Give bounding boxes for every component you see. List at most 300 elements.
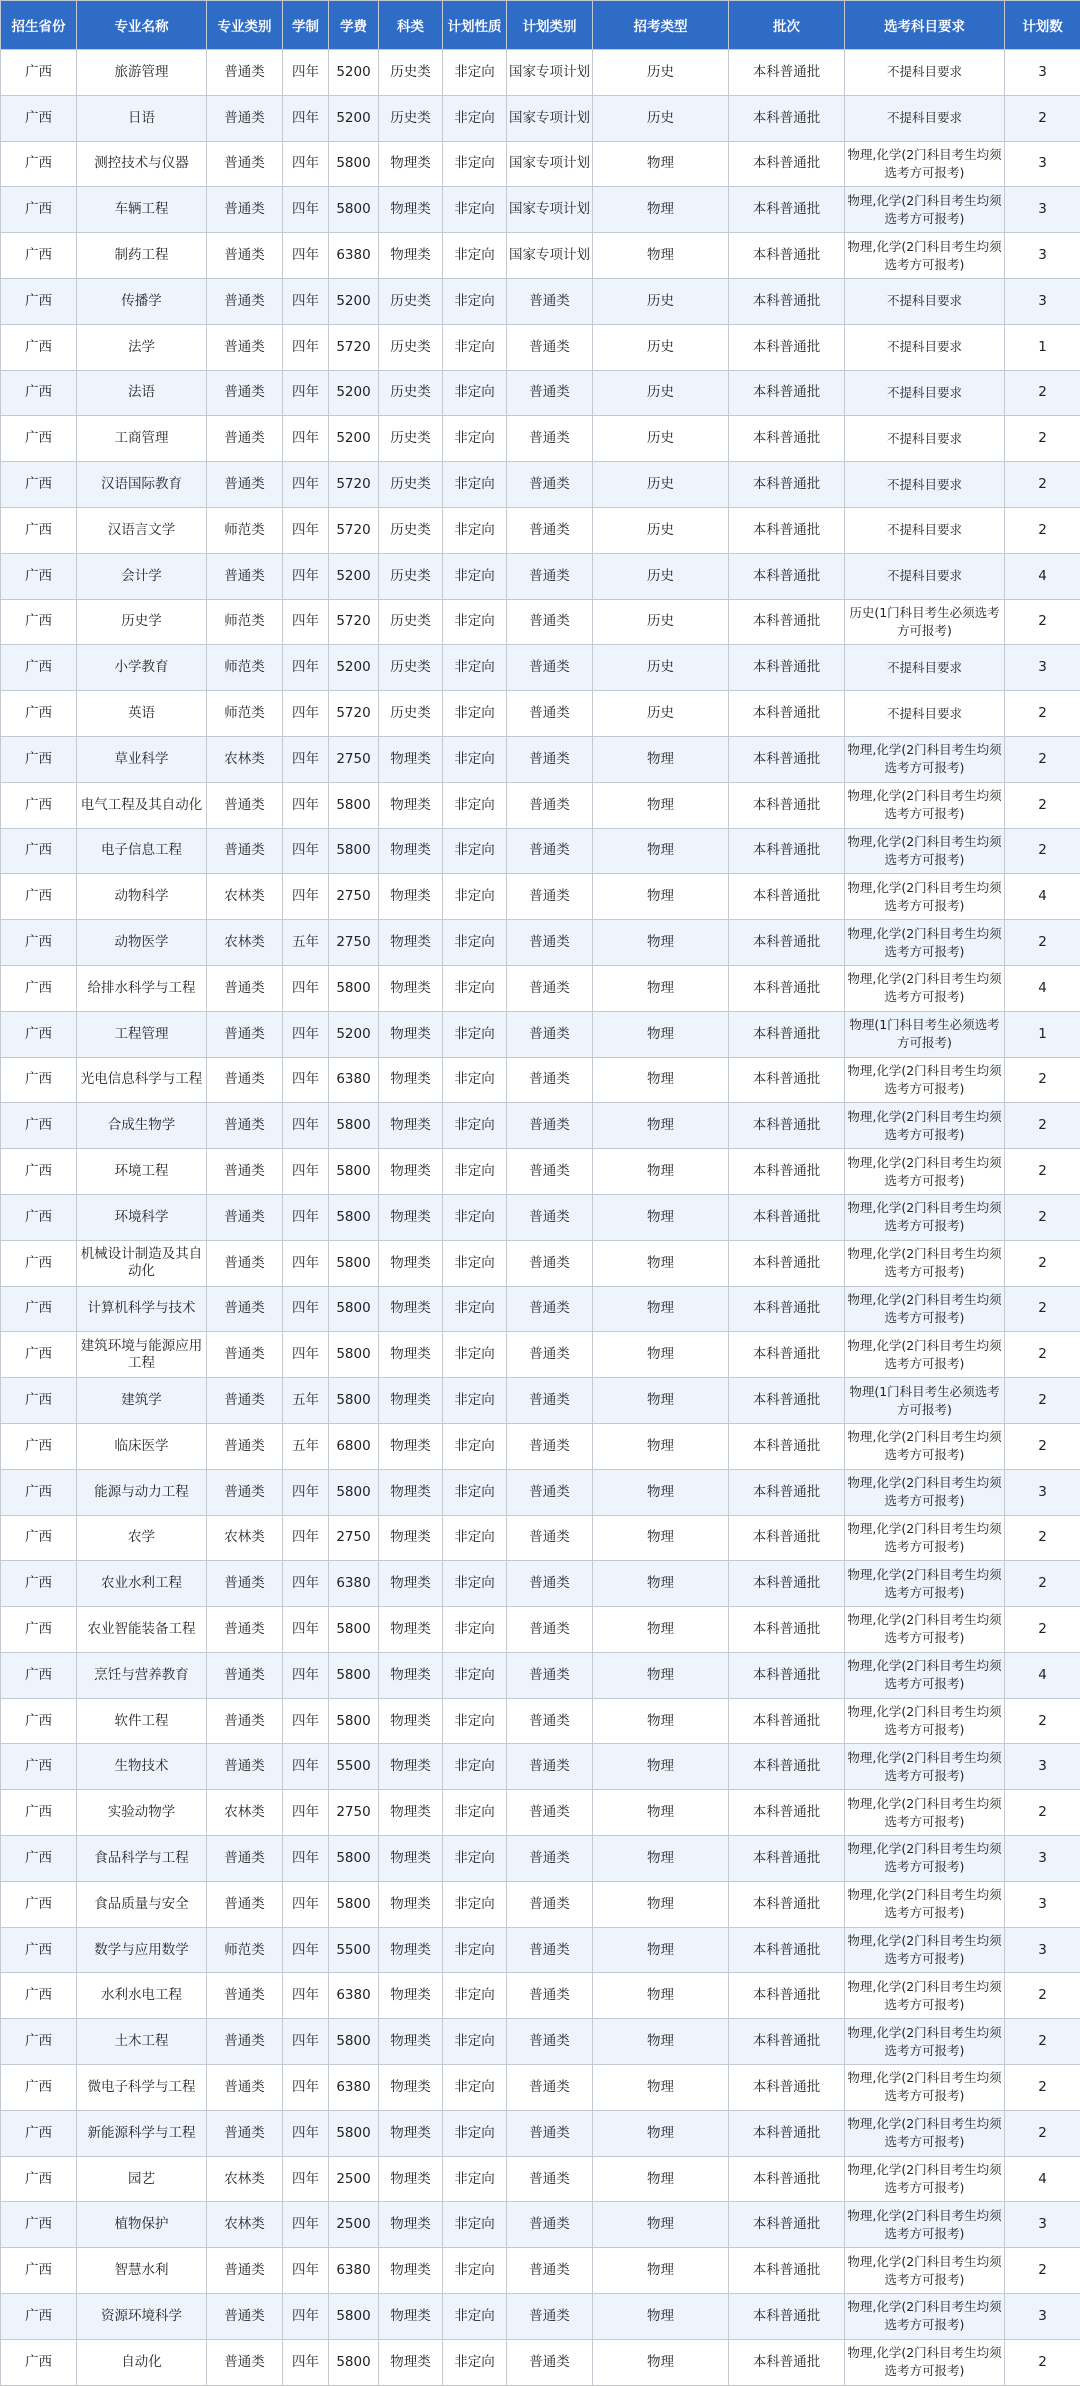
cell-subject-requirement: 物理,化学(2门科目考生均须选考方可报考) [845, 2294, 1005, 2340]
cell-duration: 四年 [283, 2065, 329, 2111]
col-header-subject-requirement[interactable]: 选考科目要求 [845, 1, 1005, 50]
cell-major-category: 农林类 [207, 736, 283, 782]
cell-exam-type: 物理 [593, 874, 729, 920]
cell-plan-nature: 非定向 [443, 462, 507, 508]
cell-plan-count: 3 [1005, 1469, 1080, 1515]
cell-plan-nature: 非定向 [443, 828, 507, 874]
cell-subject-track: 历史类 [379, 50, 443, 96]
cell-tuition: 2750 [329, 1790, 379, 1836]
cell-major: 英语 [77, 691, 207, 737]
cell-plan-nature: 非定向 [443, 1927, 507, 1973]
cell-major: 给排水科学与工程 [77, 965, 207, 1011]
cell-plan-nature: 非定向 [443, 2156, 507, 2202]
cell-subject-requirement: 物理,化学(2门科目考生均须选考方可报考) [845, 1836, 1005, 1882]
cell-major: 智慧水利 [77, 2248, 207, 2294]
cell-plan-nature: 非定向 [443, 1744, 507, 1790]
cell-subject-track: 历史类 [379, 599, 443, 645]
cell-plan-count: 3 [1005, 187, 1080, 233]
cell-major: 软件工程 [77, 1698, 207, 1744]
cell-plan-count: 2 [1005, 95, 1080, 141]
cell-tuition: 5800 [329, 2110, 379, 2156]
cell-subject-track: 物理类 [379, 2110, 443, 2156]
cell-major: 法语 [77, 370, 207, 416]
cell-plan-category: 普通类 [507, 1423, 593, 1469]
cell-tuition: 5800 [329, 1286, 379, 1332]
cell-major-category: 普通类 [207, 1469, 283, 1515]
cell-province: 广西 [1, 95, 77, 141]
cell-plan-category: 普通类 [507, 1515, 593, 1561]
cell-batch: 本科普通批 [729, 2065, 845, 2111]
cell-province: 广西 [1, 736, 77, 782]
cell-tuition: 5800 [329, 1194, 379, 1240]
cell-subject-track: 物理类 [379, 1057, 443, 1103]
cell-batch: 本科普通批 [729, 1744, 845, 1790]
cell-plan-nature: 非定向 [443, 1881, 507, 1927]
cell-tuition: 2750 [329, 920, 379, 966]
cell-province: 广西 [1, 691, 77, 737]
cell-province: 广西 [1, 1607, 77, 1653]
cell-province: 广西 [1, 233, 77, 279]
cell-duration: 四年 [283, 1332, 329, 1378]
cell-province: 广西 [1, 874, 77, 920]
cell-plan-category: 普通类 [507, 2110, 593, 2156]
cell-subject-track: 物理类 [379, 1103, 443, 1149]
cell-province: 广西 [1, 2110, 77, 2156]
col-header-major[interactable]: 专业名称 [77, 1, 207, 50]
cell-subject-requirement: 物理,化学(2门科目考生均须选考方可报考) [845, 965, 1005, 1011]
cell-tuition: 6380 [329, 1057, 379, 1103]
cell-major: 草业科学 [77, 736, 207, 782]
table-row [1, 2019, 1080, 2065]
cell-duration: 四年 [283, 736, 329, 782]
cell-duration: 四年 [283, 965, 329, 1011]
table-row [1, 1378, 1080, 1424]
cell-exam-type: 历史 [593, 645, 729, 691]
cell-tuition: 5800 [329, 1103, 379, 1149]
cell-plan-nature: 非定向 [443, 1103, 507, 1149]
cell-subject-requirement: 物理,化学(2门科目考生均须选考方可报考) [845, 1149, 1005, 1195]
cell-duration: 四年 [283, 1698, 329, 1744]
cell-major: 园艺 [77, 2156, 207, 2202]
cell-exam-type: 物理 [593, 1423, 729, 1469]
cell-major-category: 普通类 [207, 1332, 283, 1378]
cell-subject-requirement: 物理,化学(2门科目考生均须选考方可报考) [845, 1286, 1005, 1332]
cell-batch: 本科普通批 [729, 1378, 845, 1424]
cell-exam-type: 历史 [593, 507, 729, 553]
cell-province: 广西 [1, 1561, 77, 1607]
cell-major-category: 普通类 [207, 1149, 283, 1195]
cell-plan-category: 普通类 [507, 2065, 593, 2111]
cell-major: 农业水利工程 [77, 1561, 207, 1607]
cell-plan-category: 普通类 [507, 1149, 593, 1195]
col-header-duration[interactable]: 学制 [283, 1, 329, 50]
cell-subject-track: 历史类 [379, 691, 443, 737]
cell-plan-nature: 非定向 [443, 782, 507, 828]
cell-province: 广西 [1, 782, 77, 828]
cell-major-category: 师范类 [207, 645, 283, 691]
cell-province: 广西 [1, 462, 77, 508]
cell-duration: 四年 [283, 874, 329, 920]
cell-major-category: 师范类 [207, 599, 283, 645]
cell-subject-requirement: 不提科目要求 [845, 462, 1005, 508]
cell-batch: 本科普通批 [729, 187, 845, 233]
cell-major: 农学 [77, 1515, 207, 1561]
cell-duration: 四年 [283, 1515, 329, 1561]
cell-subject-requirement: 不提科目要求 [845, 645, 1005, 691]
cell-plan-count: 2 [1005, 1149, 1080, 1195]
cell-major: 临床医学 [77, 1423, 207, 1469]
cell-subject-track: 物理类 [379, 1194, 443, 1240]
cell-batch: 本科普通批 [729, 1103, 845, 1149]
col-header-province[interactable]: 招生省份 [1, 1, 77, 50]
col-header-subject-track[interactable]: 科类 [379, 1, 443, 50]
cell-major: 水利水电工程 [77, 1973, 207, 2019]
cell-exam-type: 物理 [593, 1515, 729, 1561]
col-header-batch[interactable]: 批次 [729, 1, 845, 50]
cell-plan-nature: 非定向 [443, 416, 507, 462]
cell-subject-track: 物理类 [379, 1652, 443, 1698]
cell-plan-category: 普通类 [507, 2156, 593, 2202]
cell-exam-type: 物理 [593, 233, 729, 279]
cell-plan-count: 3 [1005, 1744, 1080, 1790]
cell-plan-nature: 非定向 [443, 1286, 507, 1332]
cell-major: 生物技术 [77, 1744, 207, 1790]
cell-tuition: 5800 [329, 2019, 379, 2065]
cell-tuition: 5800 [329, 965, 379, 1011]
table-row [1, 2065, 1080, 2111]
cell-plan-nature: 非定向 [443, 2065, 507, 2111]
cell-major: 机械设计制造及其自动化 [77, 1240, 207, 1286]
cell-duration: 四年 [283, 50, 329, 96]
cell-major-category: 普通类 [207, 1698, 283, 1744]
table-row [1, 370, 1080, 416]
cell-plan-nature: 非定向 [443, 599, 507, 645]
cell-plan-nature: 非定向 [443, 50, 507, 96]
cell-batch: 本科普通批 [729, 2294, 845, 2340]
cell-subject-requirement: 不提科目要求 [845, 553, 1005, 599]
cell-plan-count: 3 [1005, 645, 1080, 691]
col-header-plan-count[interactable]: 计划数 [1005, 1, 1080, 50]
cell-exam-type: 物理 [593, 1149, 729, 1195]
cell-plan-count: 2 [1005, 507, 1080, 553]
cell-major-category: 农林类 [207, 874, 283, 920]
cell-duration: 四年 [283, 1836, 329, 1882]
cell-subject-track: 历史类 [379, 462, 443, 508]
cell-subject-track: 物理类 [379, 1698, 443, 1744]
table-row [1, 507, 1080, 553]
cell-plan-nature: 非定向 [443, 1011, 507, 1057]
cell-tuition: 5200 [329, 278, 379, 324]
cell-subject-track: 历史类 [379, 324, 443, 370]
table-row [1, 1607, 1080, 1653]
cell-batch: 本科普通批 [729, 95, 845, 141]
cell-subject-requirement: 物理,化学(2门科目考生均须选考方可报考) [845, 736, 1005, 782]
cell-plan-category: 普通类 [507, 2294, 593, 2340]
cell-batch: 本科普通批 [729, 416, 845, 462]
cell-duration: 四年 [283, 370, 329, 416]
cell-major: 工商管理 [77, 416, 207, 462]
cell-tuition: 2500 [329, 2202, 379, 2248]
cell-plan-count: 1 [1005, 324, 1080, 370]
table-row [1, 1652, 1080, 1698]
cell-province: 广西 [1, 1011, 77, 1057]
cell-tuition: 5800 [329, 1607, 379, 1653]
cell-plan-nature: 非定向 [443, 2294, 507, 2340]
table-row [1, 553, 1080, 599]
cell-duration: 四年 [283, 233, 329, 279]
cell-major-category: 普通类 [207, 1836, 283, 1882]
table-row [1, 1836, 1080, 1882]
cell-plan-nature: 非定向 [443, 1423, 507, 1469]
cell-major-category: 普通类 [207, 1103, 283, 1149]
cell-province: 广西 [1, 1423, 77, 1469]
cell-province: 广西 [1, 920, 77, 966]
cell-exam-type: 物理 [593, 2202, 729, 2248]
cell-plan-category: 普通类 [507, 1927, 593, 1973]
cell-tuition: 5800 [329, 187, 379, 233]
cell-plan-count: 2 [1005, 2248, 1080, 2294]
cell-plan-count: 2 [1005, 2339, 1080, 2385]
cell-duration: 四年 [283, 1790, 329, 1836]
cell-duration: 五年 [283, 920, 329, 966]
cell-major-category: 普通类 [207, 1057, 283, 1103]
col-header-plan-nature[interactable]: 计划性质 [443, 1, 507, 50]
cell-major: 电子信息工程 [77, 828, 207, 874]
cell-subject-track: 物理类 [379, 1744, 443, 1790]
cell-exam-type: 物理 [593, 782, 729, 828]
cell-plan-count: 3 [1005, 1836, 1080, 1882]
cell-batch: 本科普通批 [729, 50, 845, 96]
cell-tuition: 5800 [329, 1881, 379, 1927]
cell-batch: 本科普通批 [729, 1240, 845, 1286]
cell-plan-count: 2 [1005, 1698, 1080, 1744]
cell-plan-nature: 非定向 [443, 920, 507, 966]
cell-plan-count: 2 [1005, 1378, 1080, 1424]
cell-plan-count: 2 [1005, 1286, 1080, 1332]
cell-province: 广西 [1, 50, 77, 96]
cell-plan-nature: 非定向 [443, 1836, 507, 1882]
cell-subject-requirement: 物理,化学(2门科目考生均须选考方可报考) [845, 2065, 1005, 2111]
cell-exam-type: 物理 [593, 1744, 729, 1790]
cell-subject-requirement: 不提科目要求 [845, 50, 1005, 96]
cell-major-category: 普通类 [207, 1423, 283, 1469]
cell-subject-requirement: 物理,化学(2门科目考生均须选考方可报考) [845, 1423, 1005, 1469]
cell-plan-nature: 非定向 [443, 645, 507, 691]
cell-subject-track: 物理类 [379, 1423, 443, 1469]
cell-plan-count: 2 [1005, 2110, 1080, 2156]
cell-batch: 本科普通批 [729, 141, 845, 187]
cell-plan-category: 普通类 [507, 324, 593, 370]
cell-plan-count: 2 [1005, 416, 1080, 462]
cell-duration: 四年 [283, 599, 329, 645]
table-row [1, 2339, 1080, 2385]
cell-plan-nature: 非定向 [443, 1652, 507, 1698]
cell-major: 汉语言文学 [77, 507, 207, 553]
cell-major: 旅游管理 [77, 50, 207, 96]
cell-province: 广西 [1, 599, 77, 645]
cell-province: 广西 [1, 2294, 77, 2340]
cell-major: 实验动物学 [77, 1790, 207, 1836]
cell-tuition: 5200 [329, 416, 379, 462]
col-header-plan-category[interactable]: 计划类别 [507, 1, 593, 50]
cell-exam-type: 物理 [593, 1011, 729, 1057]
cell-major-category: 普通类 [207, 2339, 283, 2385]
cell-exam-type: 历史 [593, 50, 729, 96]
cell-province: 广西 [1, 1286, 77, 1332]
cell-duration: 四年 [283, 1194, 329, 1240]
cell-plan-count: 3 [1005, 50, 1080, 96]
cell-plan-count: 3 [1005, 2294, 1080, 2340]
cell-province: 广西 [1, 1332, 77, 1378]
cell-major-category: 普通类 [207, 2294, 283, 2340]
table-row [1, 691, 1080, 737]
cell-plan-count: 2 [1005, 370, 1080, 416]
cell-plan-category: 普通类 [507, 965, 593, 1011]
cell-duration: 四年 [283, 2019, 329, 2065]
cell-plan-count: 2 [1005, 1332, 1080, 1378]
cell-major-category: 普通类 [207, 2065, 283, 2111]
cell-plan-count: 3 [1005, 278, 1080, 324]
cell-plan-category: 普通类 [507, 1240, 593, 1286]
cell-subject-track: 物理类 [379, 965, 443, 1011]
table-row [1, 1881, 1080, 1927]
cell-batch: 本科普通批 [729, 1652, 845, 1698]
cell-plan-category: 普通类 [507, 828, 593, 874]
cell-exam-type: 物理 [593, 1332, 729, 1378]
cell-subject-requirement: 物理,化学(2门科目考生均须选考方可报考) [845, 1057, 1005, 1103]
cell-tuition: 5800 [329, 1240, 379, 1286]
cell-batch: 本科普通批 [729, 1149, 845, 1195]
cell-plan-count: 2 [1005, 1607, 1080, 1653]
cell-plan-count: 3 [1005, 1881, 1080, 1927]
cell-batch: 本科普通批 [729, 1469, 845, 1515]
cell-duration: 四年 [283, 782, 329, 828]
cell-plan-nature: 非定向 [443, 736, 507, 782]
cell-batch: 本科普通批 [729, 1057, 845, 1103]
cell-subject-track: 物理类 [379, 233, 443, 279]
cell-major: 微电子科学与工程 [77, 2065, 207, 2111]
cell-exam-type: 物理 [593, 141, 729, 187]
cell-major-category: 普通类 [207, 278, 283, 324]
cell-batch: 本科普通批 [729, 1194, 845, 1240]
cell-subject-requirement: 物理,化学(2门科目考生均须选考方可报考) [845, 1607, 1005, 1653]
cell-subject-track: 物理类 [379, 2019, 443, 2065]
cell-duration: 四年 [283, 2156, 329, 2202]
cell-plan-nature: 非定向 [443, 965, 507, 1011]
cell-major-category: 普通类 [207, 782, 283, 828]
cell-plan-category: 普通类 [507, 1332, 593, 1378]
cell-duration: 四年 [283, 1652, 329, 1698]
cell-plan-count: 2 [1005, 782, 1080, 828]
col-header-major-category[interactable]: 专业类别 [207, 1, 283, 50]
cell-plan-category: 普通类 [507, 1652, 593, 1698]
cell-plan-category: 普通类 [507, 1790, 593, 1836]
cell-plan-category: 普通类 [507, 691, 593, 737]
cell-subject-requirement: 不提科目要求 [845, 416, 1005, 462]
cell-duration: 四年 [283, 2339, 329, 2385]
cell-tuition: 5800 [329, 2339, 379, 2385]
cell-subject-requirement: 物理(1门科目考生必须选考方可报考) [845, 1011, 1005, 1057]
cell-plan-nature: 非定向 [443, 2248, 507, 2294]
cell-batch: 本科普通批 [729, 1011, 845, 1057]
cell-subject-requirement: 物理,化学(2门科目考生均须选考方可报考) [845, 828, 1005, 874]
cell-subject-track: 物理类 [379, 736, 443, 782]
table-row [1, 2156, 1080, 2202]
table-row [1, 1057, 1080, 1103]
cell-tuition: 2750 [329, 1515, 379, 1561]
cell-batch: 本科普通批 [729, 1973, 845, 2019]
cell-plan-nature: 非定向 [443, 1057, 507, 1103]
cell-plan-count: 2 [1005, 828, 1080, 874]
cell-major: 车辆工程 [77, 187, 207, 233]
table-row [1, 1744, 1080, 1790]
cell-exam-type: 物理 [593, 1469, 729, 1515]
cell-tuition: 5200 [329, 370, 379, 416]
cell-major-category: 普通类 [207, 828, 283, 874]
col-header-tuition[interactable]: 学费 [329, 1, 379, 50]
cell-major-category: 普通类 [207, 2248, 283, 2294]
cell-subject-track: 历史类 [379, 507, 443, 553]
cell-duration: 四年 [283, 1103, 329, 1149]
cell-duration: 四年 [283, 2202, 329, 2248]
cell-duration: 四年 [283, 2294, 329, 2340]
cell-major: 食品质量与安全 [77, 1881, 207, 1927]
cell-province: 广西 [1, 965, 77, 1011]
cell-tuition: 5500 [329, 1927, 379, 1973]
table-row [1, 1423, 1080, 1469]
cell-tuition: 6800 [329, 1423, 379, 1469]
cell-batch: 本科普通批 [729, 233, 845, 279]
cell-major-category: 普通类 [207, 141, 283, 187]
cell-subject-requirement: 物理,化学(2门科目考生均须选考方可报考) [845, 1881, 1005, 1927]
cell-plan-count: 2 [1005, 691, 1080, 737]
cell-plan-count: 2 [1005, 736, 1080, 782]
table-row [1, 462, 1080, 508]
cell-major-category: 普通类 [207, 324, 283, 370]
cell-tuition: 5800 [329, 828, 379, 874]
cell-plan-category: 国家专项计划 [507, 141, 593, 187]
cell-plan-count: 1 [1005, 1011, 1080, 1057]
cell-province: 广西 [1, 141, 77, 187]
cell-subject-track: 物理类 [379, 2202, 443, 2248]
cell-exam-type: 物理 [593, 920, 729, 966]
cell-exam-type: 物理 [593, 2339, 729, 2385]
cell-exam-type: 物理 [593, 1607, 729, 1653]
cell-plan-nature: 非定向 [443, 553, 507, 599]
cell-subject-requirement: 不提科目要求 [845, 324, 1005, 370]
cell-subject-requirement: 物理(1门科目考生必须选考方可报考) [845, 1378, 1005, 1424]
cell-plan-category: 普通类 [507, 1057, 593, 1103]
cell-major-category: 师范类 [207, 1927, 283, 1973]
cell-plan-category: 普通类 [507, 645, 593, 691]
cell-province: 广西 [1, 1378, 77, 1424]
cell-plan-nature: 非定向 [443, 1515, 507, 1561]
cell-plan-nature: 非定向 [443, 1194, 507, 1240]
cell-exam-type: 物理 [593, 1286, 729, 1332]
cell-exam-type: 物理 [593, 1881, 729, 1927]
cell-subject-track: 物理类 [379, 1149, 443, 1195]
col-header-exam-type[interactable]: 招考类型 [593, 1, 729, 50]
cell-plan-nature: 非定向 [443, 141, 507, 187]
cell-exam-type: 物理 [593, 1973, 729, 2019]
cell-plan-count: 3 [1005, 2202, 1080, 2248]
cell-province: 广西 [1, 553, 77, 599]
cell-tuition: 2500 [329, 2156, 379, 2202]
cell-batch: 本科普通批 [729, 2019, 845, 2065]
cell-subject-track: 历史类 [379, 95, 443, 141]
cell-plan-nature: 非定向 [443, 507, 507, 553]
cell-exam-type: 历史 [593, 599, 729, 645]
